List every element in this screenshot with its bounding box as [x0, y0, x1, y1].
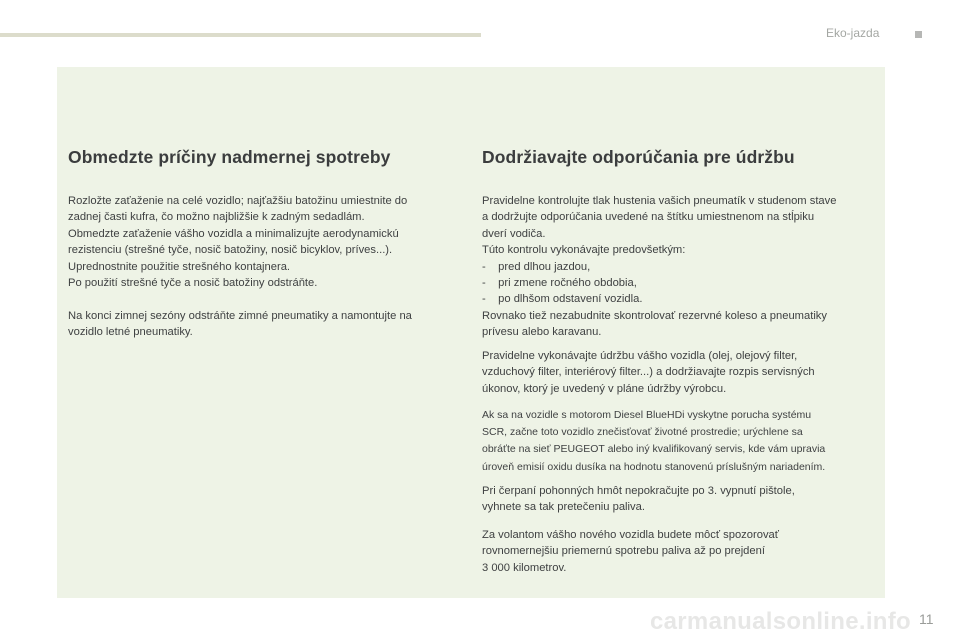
- text-line: 3 000 kilometrov.: [482, 561, 567, 574]
- right-heading: Dodržiavajte odporúčania pre údržbu: [482, 147, 795, 167]
- section-marker-square: [915, 31, 922, 38]
- text-line: Pravidelne vykonávajte údržbu vášho vozidla (olej, olejový filter,: [482, 350, 798, 362]
- page-number: 11: [919, 611, 934, 627]
- text-line: Za volantom vášho nového vozidla budete môcť spozorovať: [482, 529, 779, 541]
- text-line: úkonov, ktorý je uvedený v pláne údržby výrobcu.: [482, 382, 727, 395]
- text-line: Ak sa na vozidle s motorom Diesel BlueHDi vyskytne porucha systému: [482, 409, 812, 421]
- text-line: Rozložte zaťaženie na celé vozidlo; najťažšiu batožinu umiestnite do: [68, 195, 408, 207]
- left-heading: Obmedzte príčiny nadmernej spotreby: [68, 147, 391, 167]
- header-rule: [0, 33, 481, 37]
- left-paragraph-1: [68, 193, 407, 291]
- text-line: SCR, začne toto vozidlo znečisťovať životné prostredie; urýchlene sa: [482, 426, 803, 439]
- right-paragraph-4: [482, 483, 795, 516]
- text-line: zadnej časti kufra, čo možno najbližšie k zadným sedadlám.: [68, 211, 365, 224]
- right-paragraph-1: [482, 193, 836, 341]
- text-line: Na konci zimnej sezóny odstráňte zimné pneumatiky a namontujte na: [68, 310, 412, 322]
- right-paragraph-2: [482, 348, 815, 397]
- text-line: vzduchový filter, interiérový filter...) a dodržiavajte rozpis servisných: [482, 366, 815, 379]
- watermark: carmanualsonline.info: [650, 608, 912, 635]
- content-panel: [57, 67, 885, 598]
- section-title: Eko-jazda: [826, 26, 880, 40]
- text-line: dverí vodiča.: [482, 227, 546, 240]
- text-line: Pri čerpaní pohonných hmôt nepokračujte po 3. vypnutí pištole,: [482, 485, 795, 497]
- text-line: vyhnete sa tak pretečeniu paliva.: [482, 501, 645, 514]
- text-line: Uprednostnite použitie strešného kontajnera.: [68, 260, 291, 273]
- right-paragraph-3: [482, 407, 825, 476]
- right-paragraph-5: [482, 527, 779, 576]
- text-line: rovnomernejšiu priemernú spotrebu paliva až po prejdení: [482, 545, 765, 558]
- text-line: prívesu alebo karavanu.: [482, 326, 602, 339]
- list-item: - pri zmene ročného obdobia,: [482, 277, 637, 290]
- left-paragraph-2: [68, 308, 412, 341]
- list-item: - po dlhšom odstavení vozidla.: [482, 293, 643, 306]
- list-item: - pred dlhou jazdou,: [482, 260, 591, 273]
- text-line: rezistenciu (strešné tyče, nosič batožiny, nosič bicyklov, príves...).: [68, 244, 393, 257]
- text-line: Po použití strešné tyče a nosič batožiny odstráňte.: [68, 277, 318, 290]
- text-line: vozidlo letné pneumatiky.: [68, 326, 193, 339]
- text-line: a dodržujte odporúčania uvedené na štítku umiestnenom na stĺpiku: [482, 211, 815, 224]
- text-line: Túto kontrolu vykonávajte predovšetkým:: [482, 244, 686, 257]
- text-line: úroveň emisií oxidu dusíka na hodnotu stanovenú príslušným nariadením.: [482, 460, 826, 473]
- text-line: obráťte na sieť PEUGEOT alebo iný kvalifikovaný servis, kde vám upravia: [482, 443, 826, 456]
- text-line: Rovnako tiež nezabudnite skontrolovať rezervné koleso a pneumatiky: [482, 309, 827, 322]
- text-line: Pravidelne kontrolujte tlak hustenia vašich pneumatík v studenom stave: [482, 195, 837, 207]
- text-line: Obmedzte zaťaženie vášho vozidla a minimalizujte aerodynamickú: [68, 227, 399, 240]
